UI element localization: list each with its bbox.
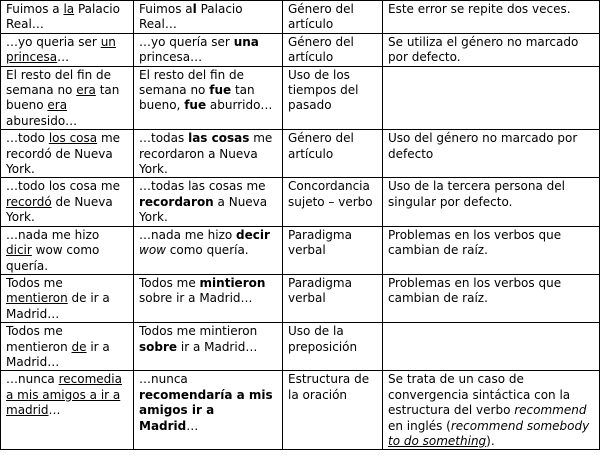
cell-original — [1, 66, 134, 130]
correction-highlight: l — [192, 2, 197, 16]
cell-text: Género del artículo — [288, 2, 354, 32]
cell-corrected — [134, 33, 283, 66]
cell-text: Uso de la tercera persona del singular por defecto. — [388, 179, 565, 209]
cell-explanation — [383, 226, 600, 274]
cell-text: …nada me hizo — [6, 227, 100, 242]
cell-text: princesa… — [139, 50, 203, 65]
italic-term: recommend — [514, 403, 587, 418]
correction-highlight: mintieron — [199, 275, 266, 290]
table-row — [1, 274, 600, 322]
cell-corrected — [134, 178, 283, 226]
cell-category — [283, 178, 383, 226]
italic-term: wow — [139, 243, 166, 258]
cell-category — [283, 274, 383, 322]
cell-explanation — [383, 130, 600, 178]
cell-corrected — [134, 226, 283, 274]
cell-text: Se utiliza el género no marcado por defecto. — [388, 34, 579, 65]
cell-category — [283, 33, 383, 66]
italic-underlined-term: to do something — [388, 433, 487, 448]
cell-corrected — [134, 323, 283, 371]
correction-highlight: sobre — [139, 339, 178, 354]
cell-text: aburesido… — [6, 113, 78, 128]
cell-explanation — [383, 178, 600, 226]
cell-text: de Nueva York. — [6, 194, 113, 225]
cell-category — [283, 1, 383, 34]
cell-corrected — [134, 371, 283, 450]
italic-term: recommend somebody — [450, 418, 590, 433]
cell-text: Uso de los tiempos del pasado — [288, 67, 359, 113]
cell-original — [1, 274, 134, 322]
cell-text: me recordaron a Nueva York. — [139, 131, 273, 177]
error-highlight: era — [47, 98, 68, 113]
cell-text: El resto del fin de semana no — [139, 67, 245, 98]
cell-text: aburrido… — [206, 98, 273, 113]
cell-original — [1, 323, 134, 371]
cell-corrected — [134, 1, 283, 34]
cell-text: sobre ir a Madrid… — [139, 291, 253, 306]
error-highlight: recomedia a mis amigos a ir a madrid — [6, 372, 122, 418]
table-row — [1, 371, 600, 450]
correction-highlight: fue — [209, 83, 232, 98]
cell-text: …yo quería ser — [139, 34, 234, 49]
cell-text: Género del artículo — [288, 131, 354, 161]
cell-text: Palacio Real… — [6, 2, 120, 32]
table-row — [1, 323, 600, 371]
cell-text: … — [57, 50, 70, 65]
error-highlight: mentieron — [6, 291, 68, 306]
cell-text: Paradigma verbal — [288, 227, 352, 258]
cell-text: tan bueno, — [139, 83, 255, 113]
cell-text: Todos me — [6, 275, 63, 290]
cell-text: como quería. — [165, 243, 249, 258]
cell-text: Problemas en los verbos que cambian de raíz. — [388, 275, 562, 306]
error-highlight: dicir — [6, 243, 32, 258]
cell-corrected — [134, 274, 283, 322]
error-highlight: un — [100, 34, 116, 49]
cell-text: a Nueva York. — [139, 194, 268, 225]
cell-text: Uso del género no marcado por defecto — [388, 131, 578, 161]
correction-highlight: decir — [236, 227, 270, 242]
cell-text: Género del artículo — [288, 34, 354, 65]
cell-text: …todo los cosa me — [6, 179, 120, 194]
error-highlight: recordó — [6, 194, 52, 209]
cell-text: …todas las cosas me — [139, 179, 266, 194]
cell-text: Paradigma verbal — [288, 275, 352, 306]
table-row — [1, 226, 600, 274]
cell-text: …nunca — [139, 372, 188, 387]
cell-text: Fuimos a — [139, 2, 193, 16]
error-highlight: era — [76, 83, 96, 98]
cell-original — [1, 371, 134, 450]
cell-text: tan bueno — [6, 83, 120, 113]
cell-explanation — [383, 1, 600, 34]
cell-category — [283, 130, 383, 178]
correction-highlight: recomendaría a mis amigos ir a Madrid — [139, 387, 273, 433]
cell-text: … — [48, 403, 61, 418]
cell-text: …nada me hizo — [139, 227, 237, 242]
error-highlight: de — [71, 339, 87, 354]
cell-text: wow como quería. — [6, 243, 100, 273]
table-row — [1, 33, 600, 66]
cell-text: en inglés ( — [388, 418, 451, 433]
cell-text: Todos me — [139, 275, 200, 290]
cell-text: …yo queria ser — [6, 34, 101, 49]
cell-text: ir a Madrid… — [6, 339, 110, 369]
cell-text: El resto del fin de semana no — [6, 67, 112, 98]
cell-original — [1, 130, 134, 178]
cell-original — [1, 1, 134, 34]
cell-text: ir a Madrid… — [177, 339, 258, 354]
cell-text: Este error se repite dos veces. — [388, 2, 571, 16]
cell-text: Todos me mentieron — [6, 324, 72, 354]
cell-original — [1, 226, 134, 274]
table-row — [1, 178, 600, 226]
cell-text: ). — [486, 433, 495, 448]
correction-highlight: fue — [184, 98, 207, 113]
cell-explanation — [383, 323, 600, 371]
error-table-body — [1, 1, 600, 450]
cell-text: Se trata de un caso de convergencia sintáctica con la estructura del verbo — [388, 372, 571, 418]
cell-text: Uso de la preposición — [288, 324, 358, 354]
cell-corrected — [134, 130, 283, 178]
cell-category — [283, 66, 383, 130]
correction-highlight: una — [233, 34, 259, 49]
error-highlight: los cosa — [48, 131, 98, 146]
correction-highlight: recordaron — [139, 194, 214, 209]
cell-text: Estructura de la oración — [288, 372, 370, 402]
cell-text: Todos me mintieron — [139, 324, 258, 339]
cell-text: Concordancia sujeto – verbo — [288, 179, 373, 209]
cell-corrected — [134, 66, 283, 130]
cell-category — [283, 226, 383, 274]
cell-explanation — [383, 66, 600, 130]
table-row — [1, 1, 600, 34]
cell-text: … — [186, 418, 199, 433]
cell-explanation — [383, 33, 600, 66]
table-row — [1, 130, 600, 178]
table-row — [1, 66, 600, 130]
error-highlight: princesa — [6, 50, 58, 65]
cell-original — [1, 33, 134, 66]
cell-text: Fuimos a — [6, 2, 64, 16]
cell-text: …nunca — [6, 372, 59, 387]
error-highlight: la — [63, 2, 75, 16]
cell-category — [283, 323, 383, 371]
correction-highlight: las cosas — [188, 131, 250, 146]
cell-text: Palacio Real… — [139, 2, 243, 32]
cell-text: …todas — [139, 131, 189, 146]
cell-text: me recordó de Nueva York. — [6, 131, 121, 177]
cell-text: Problemas en los verbos que cambian de raíz. — [388, 227, 562, 258]
cell-category — [283, 371, 383, 450]
cell-text: …todo — [6, 131, 49, 146]
cell-explanation — [383, 274, 600, 322]
cell-explanation — [383, 371, 600, 450]
cell-text: de ir a Madrid… — [6, 291, 110, 321]
cell-original — [1, 178, 134, 226]
